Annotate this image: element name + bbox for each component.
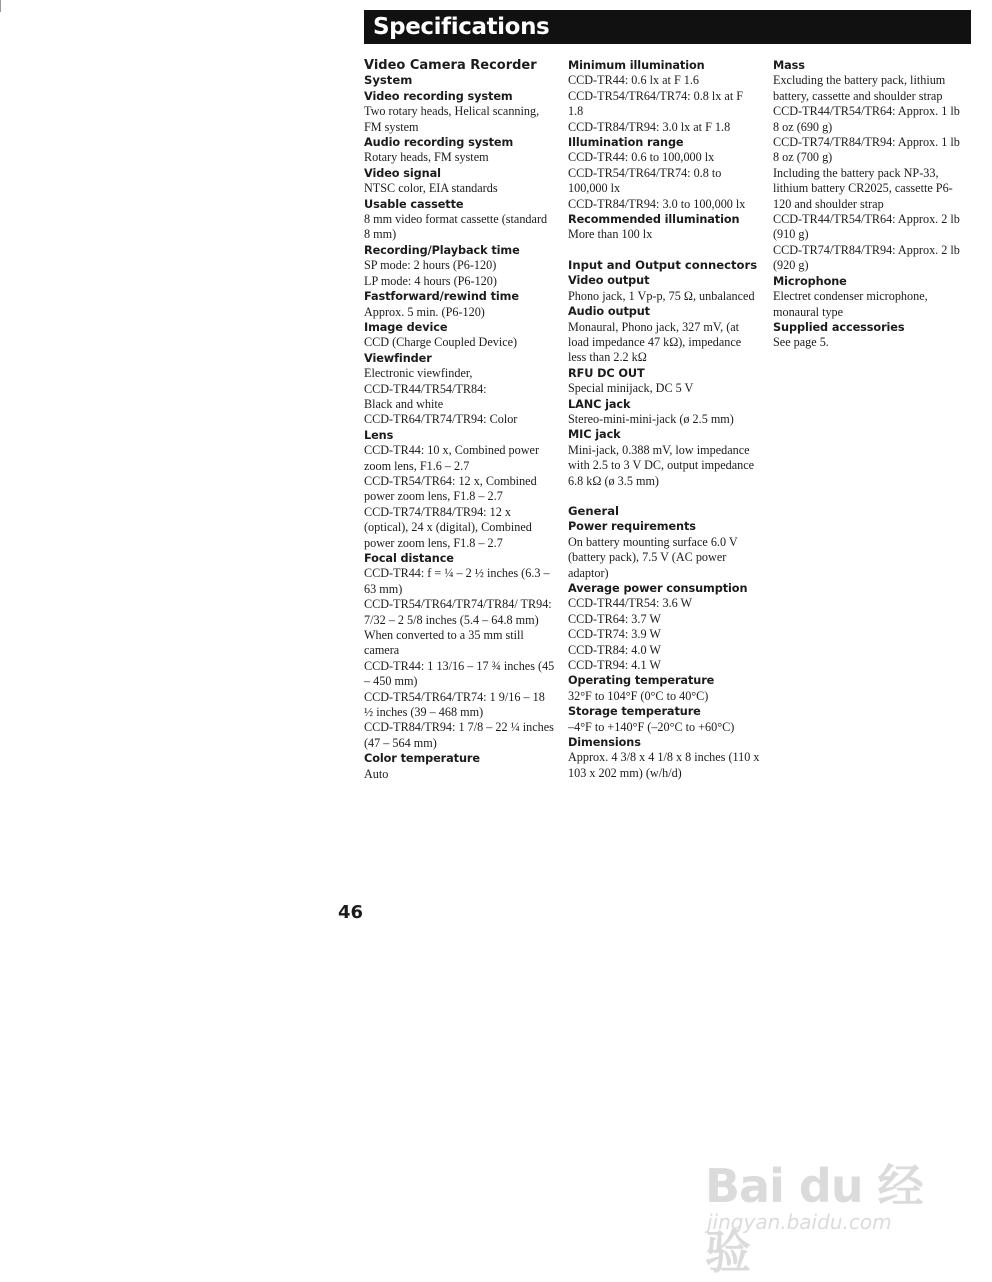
- spec-value: CCD-TR44: f = ¼ – 2 ½ inches (6.3 – 63 mm): [364, 566, 550, 596]
- spec-value: CCD (Charge Coupled Device): [364, 335, 518, 350]
- spec-value: CCD-TR44/TR54: 3.6 W: [568, 596, 693, 611]
- spec-value: CCD-TR44: 10 x, Combined power zoom lens, F1.6 – 2.7: [364, 443, 540, 473]
- spec-label: Microphone: [773, 274, 847, 288]
- spec-label: Illumination range: [568, 136, 684, 150]
- spec-value: CCD-TR44/TR54/TR64: Approx. 2 lb (910 g): [773, 212, 960, 242]
- spec-label: Video recording system: [364, 89, 513, 103]
- spec-value: Including the battery pack NP-33, lithium battery CR2025, cassette P6-120 and shoulder strap: [773, 165, 953, 211]
- spec-value: Electronic viewfinder,: [364, 366, 473, 381]
- spec-value: CCD-TR54/TR64: 12 x, Combined power zoom lens, F1.8 – 2.7: [364, 473, 537, 504]
- spec-value: Black and white: [364, 396, 444, 411]
- spec-value: CCD-TR84/TR94: 3.0 to 100,000 lx: [568, 196, 746, 211]
- spec-value: Rotary heads, FM system: [364, 150, 489, 165]
- spec-label: Video signal: [364, 166, 441, 180]
- spec-value: LP mode: 4 hours (P6-120): [364, 273, 497, 288]
- spec-value: CCD-TR94: 4.1 W: [568, 658, 661, 673]
- spec-value: Monaural, Phono jack, 327 mV, (at load impedance 47 kΩ), impedance less than 2.2 kΩ: [568, 319, 742, 365]
- spec-label: Image device: [364, 320, 448, 334]
- section-heading: Input and Output connectors: [568, 257, 758, 272]
- spec-value: CCD-TR74/TR84/TR94: 12 x (optical), 24 x (digital), Combined power zoom lens, F1.8 – 2.7: [364, 504, 532, 550]
- spec-value: CCD-TR54/TR64/TR74: 1 9/16 – 18 ½ inches (39 – 468 mm): [364, 689, 545, 720]
- spec-label: Storage temperature: [568, 705, 701, 719]
- spec-label: Dimensions: [568, 736, 641, 750]
- spec-value: CCD-TR44: 0.6 to 100,000 lx: [568, 150, 715, 165]
- spec-value: Special minijack, DC 5 V: [568, 381, 694, 396]
- spec-value: Electret condenser microphone, monaural type: [773, 289, 928, 319]
- spec-value: Approx. 4 3/8 x 4 1/8 x 8 inches (110 x 103 x 202 mm) (w/h/d): [568, 750, 760, 780]
- spec-value: 32°F to 104°F (0°C to 40°C): [568, 688, 709, 703]
- section-heading: System: [364, 73, 413, 88]
- spec-label: Lens: [364, 428, 394, 442]
- scan-margin-mark: [0, 0, 1, 12]
- spec-value: CCD-TR44: 1 13/16 – 17 ¾ inches (45 – 450 mm): [364, 658, 555, 689]
- spec-value: CCD-TR64: 3.7 W: [568, 611, 661, 626]
- page-number: 46: [338, 902, 364, 923]
- spec-value: Approx. 5 min. (P6-120): [364, 304, 485, 319]
- spec-value: CCD-TR54/TR64/TR74/TR84/ TR94: 7/32 – 2 5/8 inches (5.4 – 64.8 mm) When converted to a 35 mm still camera: [364, 597, 552, 658]
- spec-value: CCD-TR74: 3.9 W: [568, 627, 661, 642]
- spec-value: CCD-TR74/TR84/TR94: Approx. 1 lb 8 oz (700 g): [773, 135, 960, 165]
- watermark-logo: Bai du 经验: [705, 1159, 923, 1279]
- spec-value: CCD-TR84/TR94: 3.0 lx at F 1.8: [568, 119, 731, 134]
- spec-label: RFU DC OUT: [568, 366, 645, 380]
- spec-value: Two rotary heads, Helical scanning, FM system: [364, 104, 540, 134]
- spec-value: CCD-TR44/TR54/TR64: Approx. 1 lb 8 oz (690 g): [773, 104, 960, 134]
- spec-label: Recommended illumination: [568, 213, 740, 227]
- spec-label: Operating temperature: [568, 674, 715, 688]
- spec-value: SP mode: 2 hours (P6-120): [364, 258, 497, 273]
- watermark: [705, 1150, 945, 1279]
- spec-value: 8 mm video format cassette (standard 8 mm): [364, 212, 548, 242]
- spec-column-2: [568, 58, 760, 781]
- spec-value: CCD-TR84: 4.0 W: [568, 642, 661, 657]
- watermark-url: jingyan.baidu.com: [707, 1210, 892, 1234]
- spec-label: Average power consumption: [568, 582, 748, 595]
- spec-value: More than 100 lx: [568, 227, 653, 242]
- spec-label: Audio output: [568, 305, 650, 319]
- section-heading: General: [568, 503, 620, 518]
- spec-label: Color temperature: [364, 752, 480, 766]
- page-title: Specifications: [364, 10, 971, 44]
- spec-label: Supplied accessories: [773, 320, 905, 334]
- spec-label: Mass: [773, 59, 805, 72]
- spec-value: Auto: [364, 766, 389, 781]
- spec-label: Video output: [568, 274, 650, 288]
- spec-value: Stereo-mini-mini-jack (ø 2.5 mm): [568, 411, 734, 426]
- spec-label: MIC jack: [568, 428, 621, 442]
- spec-value: Phono jack, 1 Vp-p, 75 Ω, unbalanced: [568, 288, 755, 303]
- spec-label: Recording/Playback time: [364, 243, 520, 257]
- spec-label: Minimum illumination: [568, 59, 705, 72]
- spec-label: Focal distance: [364, 552, 454, 565]
- spec-label: LANC jack: [568, 397, 631, 411]
- spec-label: Audio recording system: [364, 136, 514, 150]
- spec-value: CCD-TR44/TR54/TR84:: [364, 381, 487, 396]
- section-gap: [568, 489, 760, 504]
- spec-label: Fastforward/rewind time: [364, 290, 519, 304]
- spec-value: On battery mounting surface 6.0 V (battery pack), 7.5 V (AC power adaptor): [568, 534, 738, 580]
- spec-value: See page 5.: [773, 335, 829, 350]
- spec-value: CCD-TR44: 0.6 lx at F 1.6: [568, 73, 700, 88]
- spec-value: CCD-TR54/TR64/TR74: 0.8 to 100,000 lx: [568, 165, 722, 196]
- spec-value: CCD-TR54/TR64/TR74: 0.8 lx at F 1.8: [568, 88, 744, 119]
- spec-value: –4°F to +140°F (–20°C to +60°C): [568, 719, 735, 734]
- spec-value: NTSC color, EIA standards: [364, 181, 498, 196]
- spec-value: Mini-jack, 0.388 mV, low impedance with 2.5 to 3 V DC, output impedance 6.8 kΩ (ø 3.5 mm): [568, 442, 755, 488]
- spec-value: CCD-TR84/TR94: 1 7/8 – 22 ¼ inches (47 – 564 mm): [364, 720, 554, 750]
- spec-column-3: [773, 58, 963, 351]
- spec-value: Excluding the battery pack, lithium battery, cassette and shoulder strap: [773, 73, 946, 103]
- spec-label: Usable cassette: [364, 197, 464, 211]
- spec-value: CCD-TR64/TR74/TR94: Color: [364, 412, 518, 427]
- section-gap: [568, 243, 760, 258]
- spec-column-1: [364, 58, 556, 782]
- spec-label: Viewfinder: [364, 351, 432, 365]
- section-heading: Video Camera Recorder: [364, 58, 537, 73]
- spec-label: Power requirements: [568, 520, 696, 534]
- spec-value: CCD-TR74/TR84/TR94: Approx. 2 lb (920 g): [773, 242, 960, 273]
